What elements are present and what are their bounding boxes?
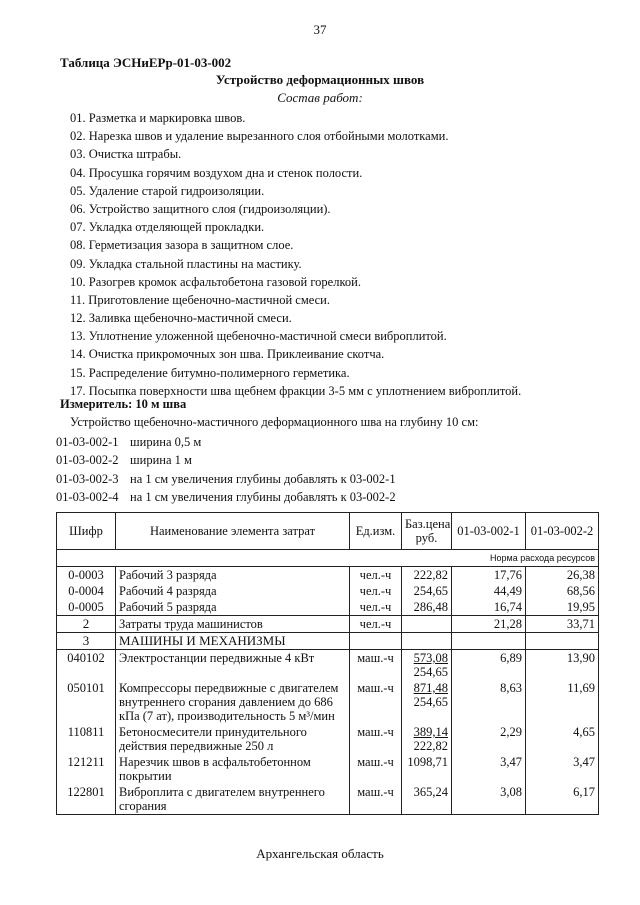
cell-code: 0-0005 <box>57 599 116 616</box>
price-base: 222,82 <box>413 739 448 753</box>
code-text: на 1 см увеличения глубины добавлять к 03-002-2 <box>130 490 396 505</box>
cell-value-1: 3,08 <box>452 784 526 815</box>
cell-value-1: 17,76 <box>452 567 526 584</box>
section-code: 2 <box>57 616 116 633</box>
cell-code: 040102 <box>57 650 116 681</box>
table-title: Таблица ЭСНиЕРр-01-03-002 <box>60 55 232 70</box>
code-row <box>56 488 396 506</box>
page-number: 37 <box>313 22 327 37</box>
table-row <box>57 567 599 584</box>
work-item: 09. Укладка стальной пластины на мастику. <box>70 256 302 271</box>
cell-price <box>402 650 452 681</box>
section-value-2: 33,71 <box>526 616 599 633</box>
price-current: 389,14 <box>413 725 448 739</box>
code-row <box>56 433 396 451</box>
cell-name: Рабочий 3 разряда <box>116 567 350 584</box>
section-name: Затраты труда машинистов <box>116 616 350 633</box>
cell-value-2: 19,95 <box>526 599 599 616</box>
cell-price <box>402 680 452 724</box>
header-name: Наименование элемента затрат <box>116 513 350 550</box>
cell-code: 0-0004 <box>57 583 116 599</box>
cell-code: 121211 <box>57 754 116 784</box>
cell-name: Компрессоры передвижные с двигателем внутреннего сгорания давлением до 686 кПа (7 ат), производительность 5 м³/мин <box>116 680 350 724</box>
cell-price: 1098,71 <box>402 754 452 784</box>
cell-value-2: 26,38 <box>526 567 599 584</box>
cell-code: 110811 <box>57 724 116 754</box>
cell-price: 365,24 <box>402 784 452 815</box>
cell-code: 050101 <box>57 680 116 724</box>
table-row <box>57 680 599 724</box>
cell-value-2 <box>526 633 599 650</box>
cell-name: Рабочий 4 разряда <box>116 583 350 599</box>
cell-value-2: 4,65 <box>526 724 599 754</box>
work-item: 11. Приготовление щебеночно-мастичной смеси. <box>70 292 330 307</box>
code-number: 01-03-002-2 <box>56 453 119 468</box>
code-number: 01-03-002-4 <box>56 490 119 505</box>
works-subheading: Состав работ: <box>277 90 363 105</box>
cell-price: 254,65 <box>402 583 452 599</box>
table-row <box>57 754 599 784</box>
cell-code: 122801 <box>57 784 116 815</box>
cell-name: Виброплита с двигателем внутреннего сгорания <box>116 784 350 815</box>
price-current: 573,08 <box>413 651 448 665</box>
cell-name: Электростанции передвижные 4 кВт <box>116 650 350 681</box>
table-row <box>57 650 599 681</box>
code-list <box>56 433 396 507</box>
work-item: 10. Разогрев кромок асфальтобетона газовой горелкой. <box>70 274 361 289</box>
code-number: 01-03-002-1 <box>56 435 119 449</box>
cell-value-2: 3,47 <box>526 754 599 784</box>
cell-value-2: 13,90 <box>526 650 599 681</box>
cell-price: 286,48 <box>402 599 452 616</box>
work-item: 02. Нарезка швов и удаление вырезанного слоя отбойными молотками. <box>70 129 449 144</box>
cell-unit: чел.-ч <box>350 583 402 599</box>
cell-value-1: 2,29 <box>452 724 526 754</box>
cell-unit: маш.-ч <box>350 650 402 681</box>
price-base: 254,65 <box>413 665 448 679</box>
table-header-row <box>57 513 599 550</box>
section-name: МАШИНЫ И МЕХАНИЗМЫ <box>116 633 350 650</box>
cell-name: Бетоносмесители принудительного действия передвижные 250 л <box>116 724 350 754</box>
work-item: 04. Просушка горячим воздухом дна и стенок полости. <box>70 165 363 180</box>
work-item: 17. Посыпка поверхности шва щебнем фракции 3-5 мм с уплотнением виброплитой. <box>70 383 522 398</box>
work-item: 13. Уплотнение уложенной щебеночно-мастичной смеси виброплитой. <box>70 329 447 344</box>
cell-value-1: 16,74 <box>452 599 526 616</box>
section-row <box>57 616 599 633</box>
cell-code: 0-0003 <box>57 567 116 584</box>
cell-unit: маш.-ч <box>350 784 402 815</box>
code-number: 01-03-002-3 <box>56 471 119 486</box>
price-base: 254,65 <box>413 695 448 709</box>
cell-value-1: 6,89 <box>452 650 526 681</box>
header-col1: 01-03-002-1 <box>452 513 526 550</box>
footer-region: Архангельская область <box>256 846 384 861</box>
cell-unit: маш.-ч <box>350 680 402 724</box>
cell-unit: маш.-ч <box>350 724 402 754</box>
table-row <box>57 599 599 616</box>
cell-name: Рабочий 5 разряда <box>116 599 350 616</box>
section-row <box>57 633 599 650</box>
table-row <box>57 583 599 599</box>
cell-value-2: 68,56 <box>526 583 599 599</box>
code-text: ширина 1 м <box>130 453 192 468</box>
cell-name: Нарезчик швов в асфальтобетонном покрытии <box>116 754 350 784</box>
work-item: 15. Распределение битумно-полимерного герметика. <box>70 365 350 380</box>
works-list <box>70 109 521 400</box>
work-item: 01. Разметка и маркировка швов. <box>70 111 246 125</box>
work-item: 06. Устройство защитного слоя (гидроизоляции). <box>70 201 331 216</box>
work-item: 14. Очистка прикромочных зон шва. Приклеивание скотча. <box>70 347 385 362</box>
work-item: 07. Укладка отделяющей прокладки. <box>70 220 265 235</box>
cell-value-2: 11,69 <box>526 680 599 724</box>
norm-label: Норма расхода ресурсов <box>57 550 599 567</box>
cell-unit: чел.-ч <box>350 599 402 616</box>
work-item: 05. Удаление старой гидроизоляции. <box>70 183 265 198</box>
table-row <box>57 724 599 754</box>
cell-price <box>402 724 452 754</box>
norm-row <box>57 550 599 567</box>
section-unit: чел.-ч <box>350 616 402 633</box>
cell-value-1: 3,47 <box>452 754 526 784</box>
cell-value-1: 8,63 <box>452 680 526 724</box>
resource-table <box>56 512 599 815</box>
code-row <box>56 451 396 469</box>
work-item: 12. Заливка щебеночно-мастичной смеси. <box>70 311 292 326</box>
cell-unit: чел.-ч <box>350 567 402 584</box>
cell-price <box>402 616 452 633</box>
section-code: 3 <box>57 633 116 650</box>
table-row <box>57 784 599 815</box>
section-value-1: 21,28 <box>452 616 526 633</box>
work-item: 03. Очистка штрабы. <box>70 147 182 162</box>
header-col2: 01-03-002-2 <box>526 513 599 550</box>
code-row <box>56 470 396 488</box>
cell-price <box>402 633 452 650</box>
header-unit: Ед.изм. <box>350 513 402 550</box>
cell-price: 222,82 <box>402 567 452 584</box>
cell-unit <box>350 633 402 650</box>
price-current: 871,48 <box>413 681 448 695</box>
cell-value-1: 44,49 <box>452 583 526 599</box>
code-text: на 1 см увеличения глубины добавлять к 03-002-1 <box>130 471 396 486</box>
measure-unit: Измеритель: 10 м шва <box>60 397 187 411</box>
header-code: Шифр <box>57 513 116 550</box>
code-text: ширина 0,5 м <box>130 435 202 449</box>
section-heading: Устройство деформационных швов <box>215 72 425 87</box>
work-description: Устройство щебеночно-мастичного деформационного шва на глубину 10 см: <box>70 415 479 429</box>
work-item: 08. Герметизация зазора в защитном слое. <box>70 238 294 253</box>
header-price: Баз.цена руб. <box>402 513 452 550</box>
cell-value-2: 6,17 <box>526 784 599 815</box>
cell-value-1 <box>452 633 526 650</box>
cell-unit: маш.-ч <box>350 754 402 784</box>
